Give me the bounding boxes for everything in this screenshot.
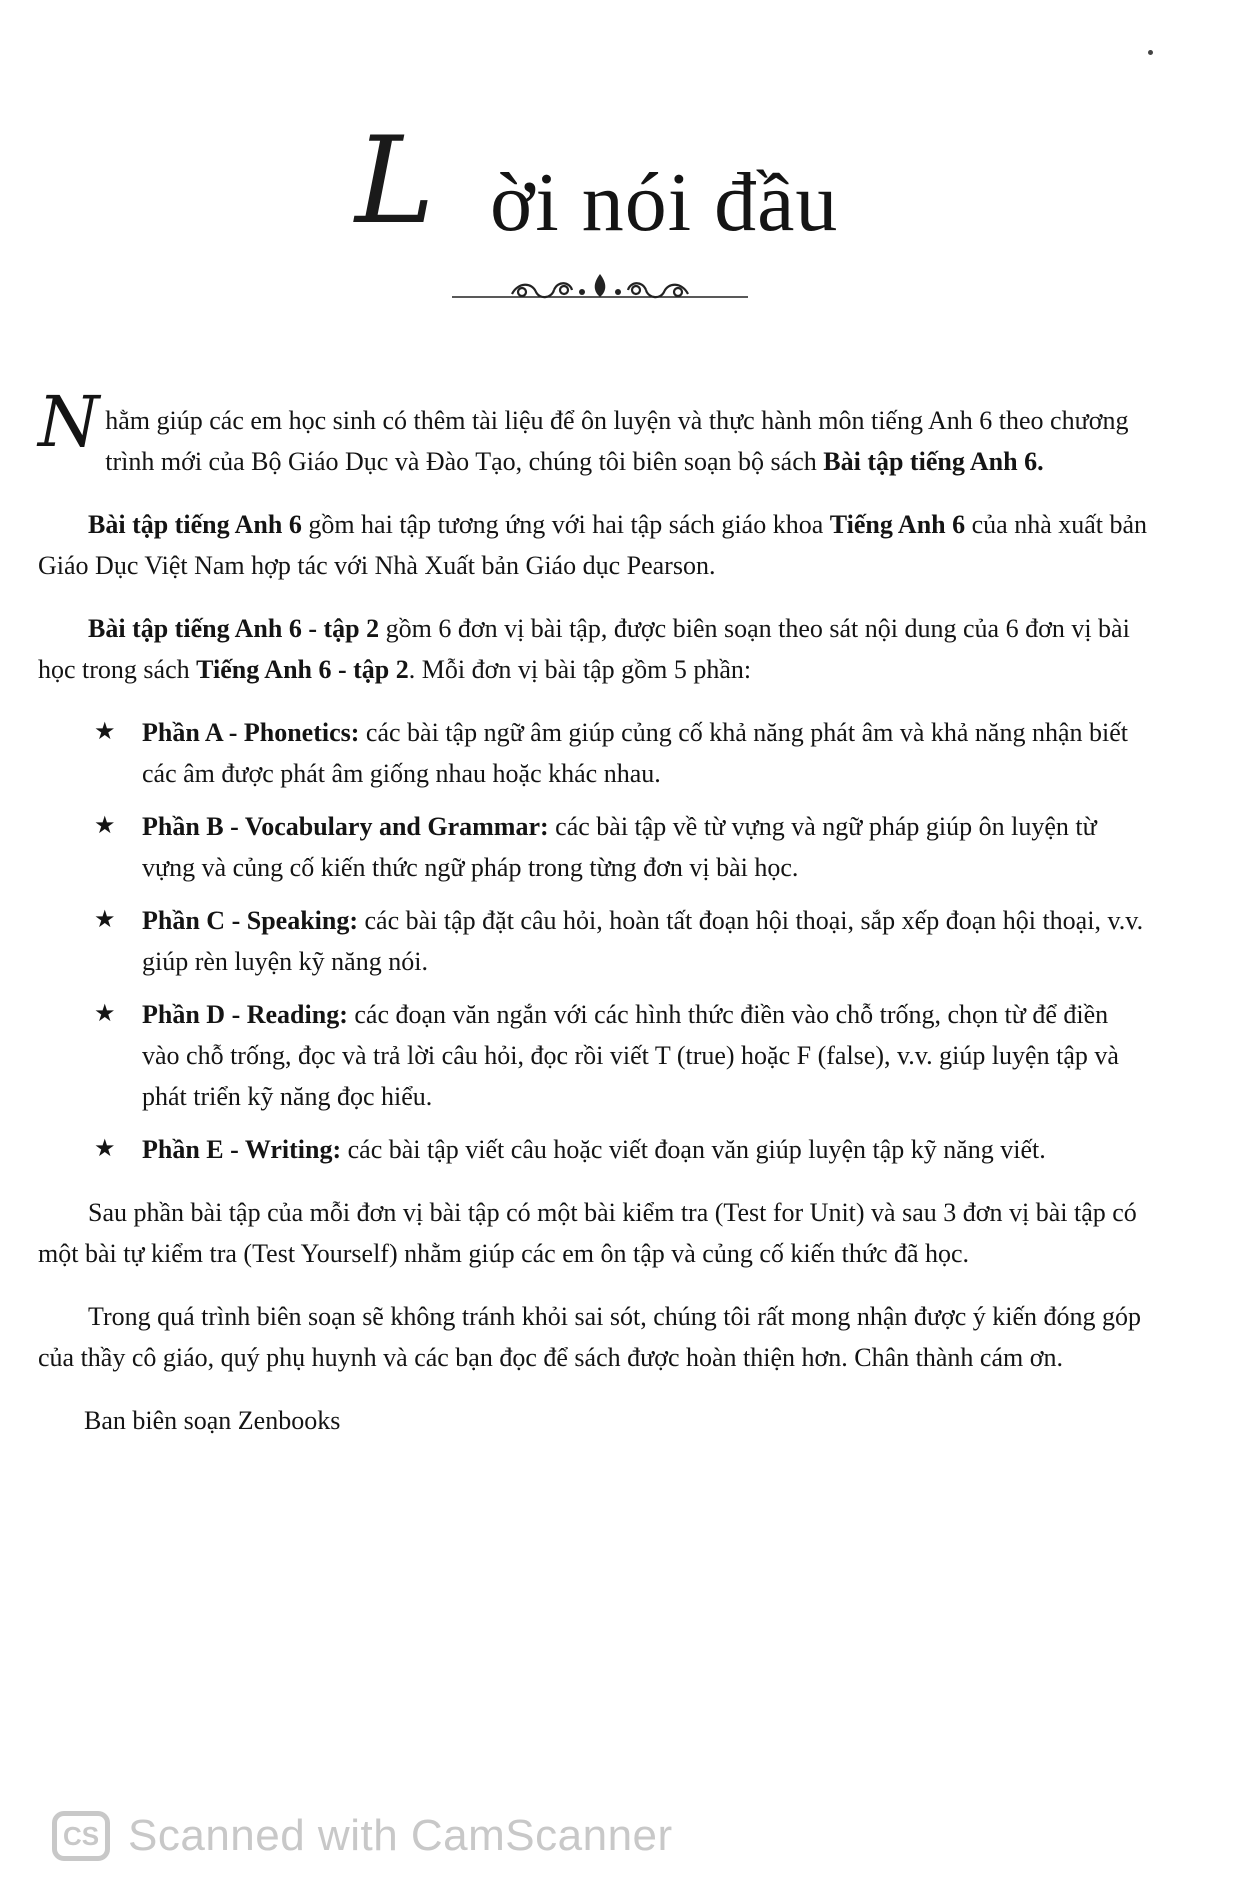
watermark-text: Scanned with CamScanner (128, 1811, 673, 1860)
scan-speck (1148, 50, 1153, 55)
paragraph-volumes (38, 504, 1148, 586)
paragraph-thanks: Trong quá trình biên soạn sẽ không tránh khỏi sai sót, chúng tôi rất mong nhận được ý kiến đóng góp của thầy cô giáo, quý phụ huynh và các bạn đọc để sách được hoàn thiện hơn. Chân thành cám ơn. (38, 1302, 1142, 1372)
title-text: ời nói đầu (490, 156, 839, 249)
list-item (38, 806, 1148, 888)
preface-body (38, 381, 1148, 1467)
star-bullet-icon: ★ (94, 1136, 116, 1162)
intro-text: hằm giúp các em học sinh có thêm tài liệu để ôn luyện và thực hành môn tiếng Anh 6 theo chương trình mới của Bộ Giáo Dục và Đào Tạo, chúng tôi biên soạn bộ sách (105, 406, 1129, 476)
list-item (38, 1129, 1148, 1170)
star-bullet-icon: ★ (94, 1001, 116, 1027)
signature: Ban biên soạn Zenbooks (84, 1406, 341, 1435)
page-title (340, 112, 860, 251)
bold-textbook-title: Tiếng Anh 6 (829, 510, 966, 539)
section-label: Phần B - Vocabulary and Grammar: (142, 812, 549, 841)
intro-paragraph (38, 381, 1148, 482)
list-item (38, 900, 1148, 982)
section-label: Phần A - Phonetics: (142, 718, 360, 747)
section-description: các bài tập đặt câu hỏi, hoàn tất đoạn hội thoại, sắp xếp đoạn hội thoại, v.v. giúp rèn luyện kỹ năng nói. (142, 906, 1144, 976)
section-description: các bài tập về từ vựng và ngữ pháp giúp ôn luyện từ vựng và củng cố kiến thức ngữ pháp trong từng đơn vị bài học. (142, 812, 1097, 882)
flourish-divider-icon (452, 270, 748, 310)
list-item (38, 994, 1148, 1117)
paragraph-text: . Mỗi đơn vị bài tập gồm 5 phần: (408, 655, 752, 684)
paragraph-units (38, 608, 1148, 690)
section-description: các bài tập viết câu hoặc viết đoạn văn giúp luyện tập kỹ năng viết. (341, 1135, 1046, 1164)
paragraph-text: của nhà xuất bản Giáo Dục Việt Nam hợp tác với Nhà Xuất bản Giáo dục Pearson. (38, 510, 1148, 580)
section-label: Phần E - Writing: (142, 1135, 342, 1164)
list-item (38, 712, 1148, 794)
star-bullet-icon: ★ (94, 813, 116, 839)
title-script-capital: L (355, 112, 435, 251)
star-bullet-icon: ★ (94, 907, 116, 933)
bold-book-title: Bài tập tiếng Anh 6 - tập 2 (88, 614, 380, 643)
section-label: Phần C - Speaking: (142, 906, 358, 935)
paragraph-tests: Sau phần bài tập của mỗi đơn vị bài tập có một bài kiểm tra (Test for Unit) và sau 3 đơn vị bài tập có một bài tự kiểm tra (Test Yourself) nhằm giúp các em ôn tập và củng cố kiến thức đã học. (38, 1198, 1137, 1268)
section-description: các đoạn văn ngắn với các hình thức điền vào chỗ trống, chọn từ để điền vào chỗ trống, đọc và trả lời câu hỏi, đọc rồi viết T (true) hoặc F (false), v.v. giúp luyện tập và phát triển kỹ năng đọc hiểu. (142, 1000, 1119, 1111)
paragraph-text: gồm hai tập tương ứng với hai tập sách giáo khoa (301, 510, 830, 539)
drop-cap: N (38, 381, 100, 463)
bold-textbook-title: Tiếng Anh 6 - tập 2 (196, 655, 409, 684)
section-description: các bài tập ngữ âm giúp củng cố khả năng phát âm và khả năng nhận biết các âm được phát âm giống nhau hoặc khác nhau. (142, 718, 1128, 788)
paragraph-text: gồm 6 đơn vị bài tập, được biên soạn theo sát nội dung của 6 đơn vị bài học trong sách (38, 614, 1130, 684)
camscanner-watermark (52, 1808, 673, 1864)
intro-book-title: Bài tập tiếng Anh 6. (823, 447, 1044, 476)
camscanner-logo-icon: CS (52, 1811, 110, 1861)
sections-list (38, 712, 1148, 1170)
section-label: Phần D - Reading: (142, 1000, 348, 1029)
star-bullet-icon: ★ (94, 719, 116, 745)
bold-book-title: Bài tập tiếng Anh 6 (88, 510, 302, 539)
